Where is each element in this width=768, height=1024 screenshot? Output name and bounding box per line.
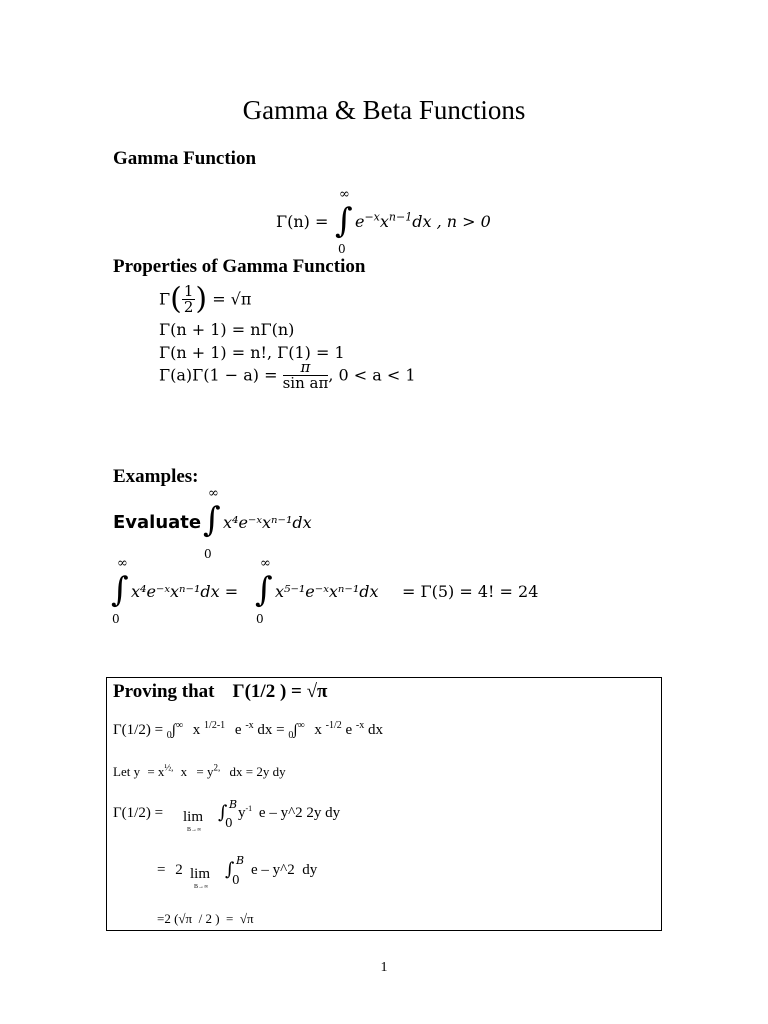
integral-icon: ∫	[255, 570, 273, 610]
proof-box	[106, 677, 662, 931]
integral-icon: ∫	[203, 500, 221, 540]
proof-line-4-lhs: = 2	[157, 862, 183, 878]
property-recurrence: Γ(n + 1) = nΓ(n)	[159, 320, 295, 339]
integral-upper-limit: B	[229, 798, 238, 811]
definition-upper-limit: ∞	[339, 187, 350, 202]
solution-lower-limit-2: 0	[256, 612, 264, 626]
integral-lower-limit: 0	[232, 873, 240, 887]
solution-lower-limit-1: 0	[112, 612, 120, 626]
definition-lhs: Γ(n) =	[276, 212, 329, 231]
integral-icon: ∫	[218, 802, 228, 823]
limit-label: lim	[183, 809, 204, 825]
solution-expression-2: x⁵⁻¹e⁻ˣxⁿ⁻¹dx	[275, 582, 379, 601]
proof-heading: Proving that Γ(1/2 ) = √π	[113, 681, 328, 702]
page-title: Gamma & Beta Functions	[242, 95, 526, 125]
solution-result: = Γ(5) = 4! = 24	[402, 582, 539, 601]
proof-conclusion: =2 (√π / 2 ) = √π	[157, 911, 254, 926]
integral-icon: ∫	[335, 201, 353, 241]
examples-heading: Examples:	[113, 466, 199, 487]
limit-subscript: B→∞	[187, 827, 202, 833]
solution-upper-limit-2: ∞	[260, 556, 271, 571]
proof-line-3-rhs: $y^{-1}$ e – y^2 2y dy	[238, 804, 341, 821]
proof-line-3-lhs: Γ(1/2) =	[113, 805, 164, 821]
page-number: 1	[380, 960, 388, 975]
proof-line-4-rhs: e – y^2 dy	[251, 862, 318, 878]
property-gamma-half: Γ( $\frac{1}{2}$ ) = √π	[159, 281, 252, 317]
integral-lower-limit: 0	[225, 816, 233, 830]
definition-lower-limit: 0	[338, 242, 346, 256]
gamma-function-heading: Gamma Function	[113, 148, 257, 169]
evaluate-lower-limit: 0	[204, 547, 212, 561]
limit-subscript: B→∞	[194, 884, 209, 890]
evaluate-upper-limit: ∞	[208, 486, 219, 501]
evaluate-label: Evaluate	[113, 512, 202, 533]
solution-expression-1: x⁴e⁻ˣxⁿ⁻¹dx =	[131, 582, 239, 601]
integral-upper-limit: B	[236, 854, 245, 867]
solution-upper-limit-1: ∞	[117, 556, 128, 571]
limit-label: lim	[190, 866, 211, 882]
definition-integrand: $e^{-x}x^{n-1}dx$ , n > 0	[355, 210, 491, 231]
proof-line-1: Γ(1/2) = $_0$∫∞ x $^{1/2-1}$ e $^{-x}$ dx = $_0$∫∞ x $^{-1/2}$ e $^{-x}$ dx	[113, 720, 384, 741]
evaluate-expression: x⁴e⁻ˣxⁿ⁻¹dx	[223, 513, 312, 532]
property-factorial: Γ(n + 1) = n!, Γ(1) = 1	[159, 343, 345, 362]
integral-icon: ∫	[225, 859, 235, 880]
properties-heading: Properties of Gamma Function	[113, 256, 366, 277]
integral-icon: ∫	[111, 570, 129, 610]
property-reflection: Γ(a)Γ(1 − a) = $\frac{\pi}{\text{sin aπ}}$ , 0 < a < 1	[159, 358, 416, 392]
proof-substitution: Let $y = x^{\frac{1}{2},}$ $x = y^{2,}$ dx = 2y dy	[113, 762, 286, 779]
